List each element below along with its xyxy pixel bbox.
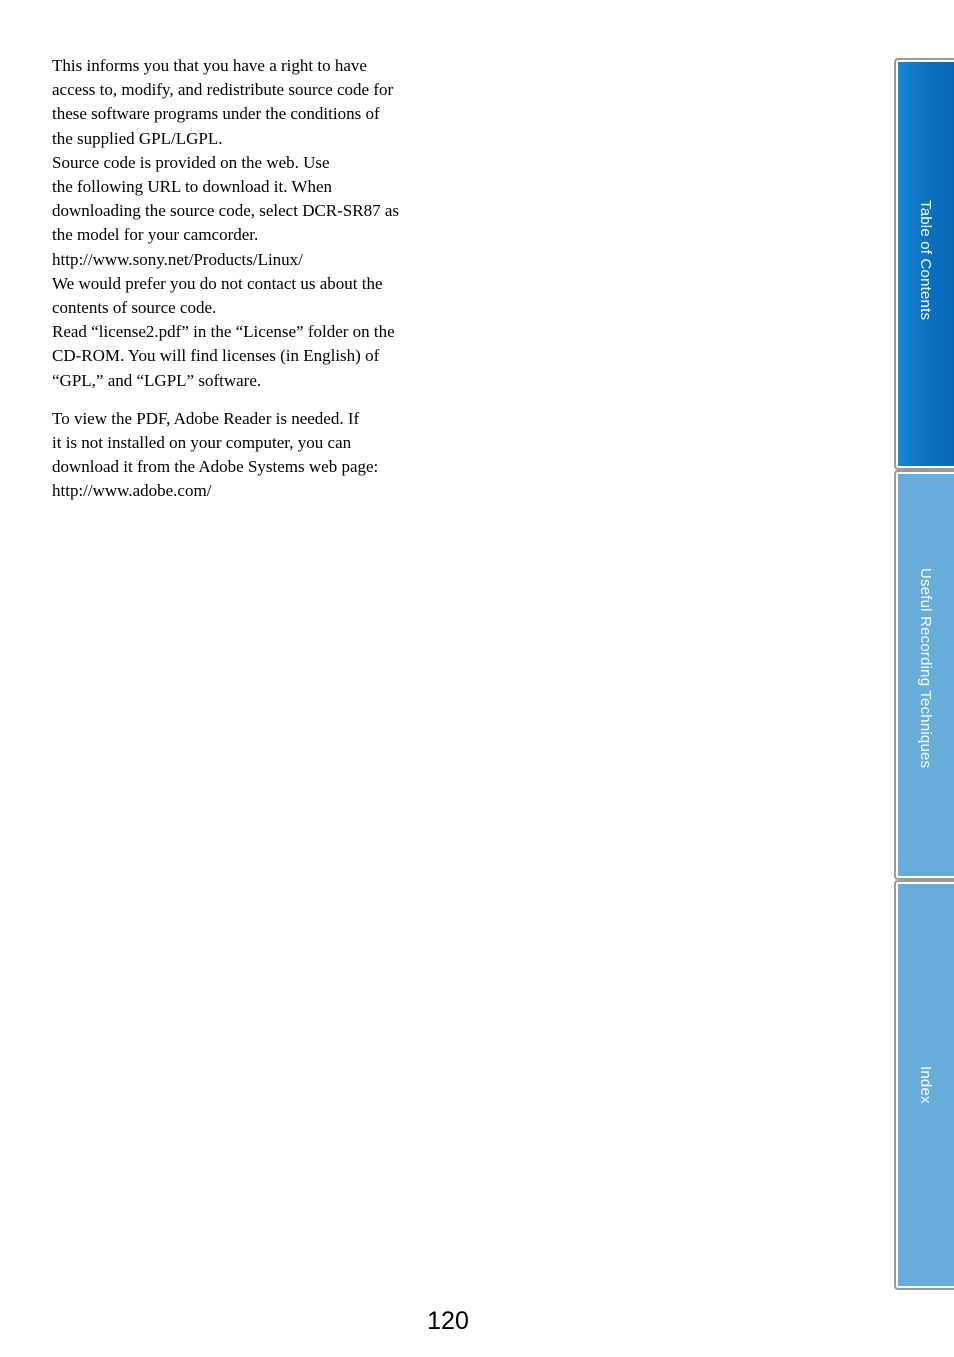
text-line: “GPL,” and “LGPL” software.: [52, 370, 262, 390]
tab-table-of-contents[interactable]: [894, 58, 954, 470]
text-line: the model for your camcorder.: [52, 225, 259, 245]
sony-linux-url: http://www.sony.net/Products/Linux/: [52, 249, 303, 269]
main-text: [52, 54, 432, 504]
tab-background: [898, 62, 954, 466]
tab-label: Useful Recording Techniques: [917, 568, 934, 769]
text-line: the following URL to download it. When: [52, 177, 332, 197]
tab-useful-recording-techniques[interactable]: [894, 470, 954, 880]
text-line: access to, modify, and redistribute source code for: [52, 80, 394, 100]
tab-index[interactable]: [894, 880, 954, 1290]
text-line: download it from the Adobe Systems web page:: [52, 457, 379, 477]
page-number: 120: [427, 1307, 469, 1335]
text-line: CD-ROM. You will find licenses (in English) of: [52, 346, 380, 366]
adobe-url: http://www.adobe.com/: [52, 481, 212, 501]
text-line: To view the PDF, Adobe Reader is needed. If: [52, 408, 360, 428]
text-line: it is not installed on your computer, you can: [52, 433, 352, 453]
text-line: This informs you that you have a right to have: [52, 56, 367, 75]
tab-label: Table of Contents: [917, 200, 934, 321]
tab-label: Index: [917, 1066, 934, 1104]
text-line: these software programs under the conditions of: [52, 104, 380, 124]
side-navigation: [894, 58, 954, 1290]
text-line: the supplied GPL/LGPL.: [52, 128, 223, 148]
text-line: downloading the source code, select DCR-SR87 as: [52, 201, 400, 221]
text-line: Source code is provided on the web. Use: [52, 152, 330, 172]
text-line: We would prefer you do not contact us about the: [52, 273, 383, 293]
tab-background: [898, 884, 954, 1286]
adobe-reader-paragraph: [52, 407, 432, 504]
tab-background: [898, 474, 954, 876]
text-line: contents of source code.: [52, 298, 217, 318]
text-line: Read “license2.pdf” in the “License” folder on the: [52, 322, 395, 342]
license-paragraph: [52, 54, 432, 393]
